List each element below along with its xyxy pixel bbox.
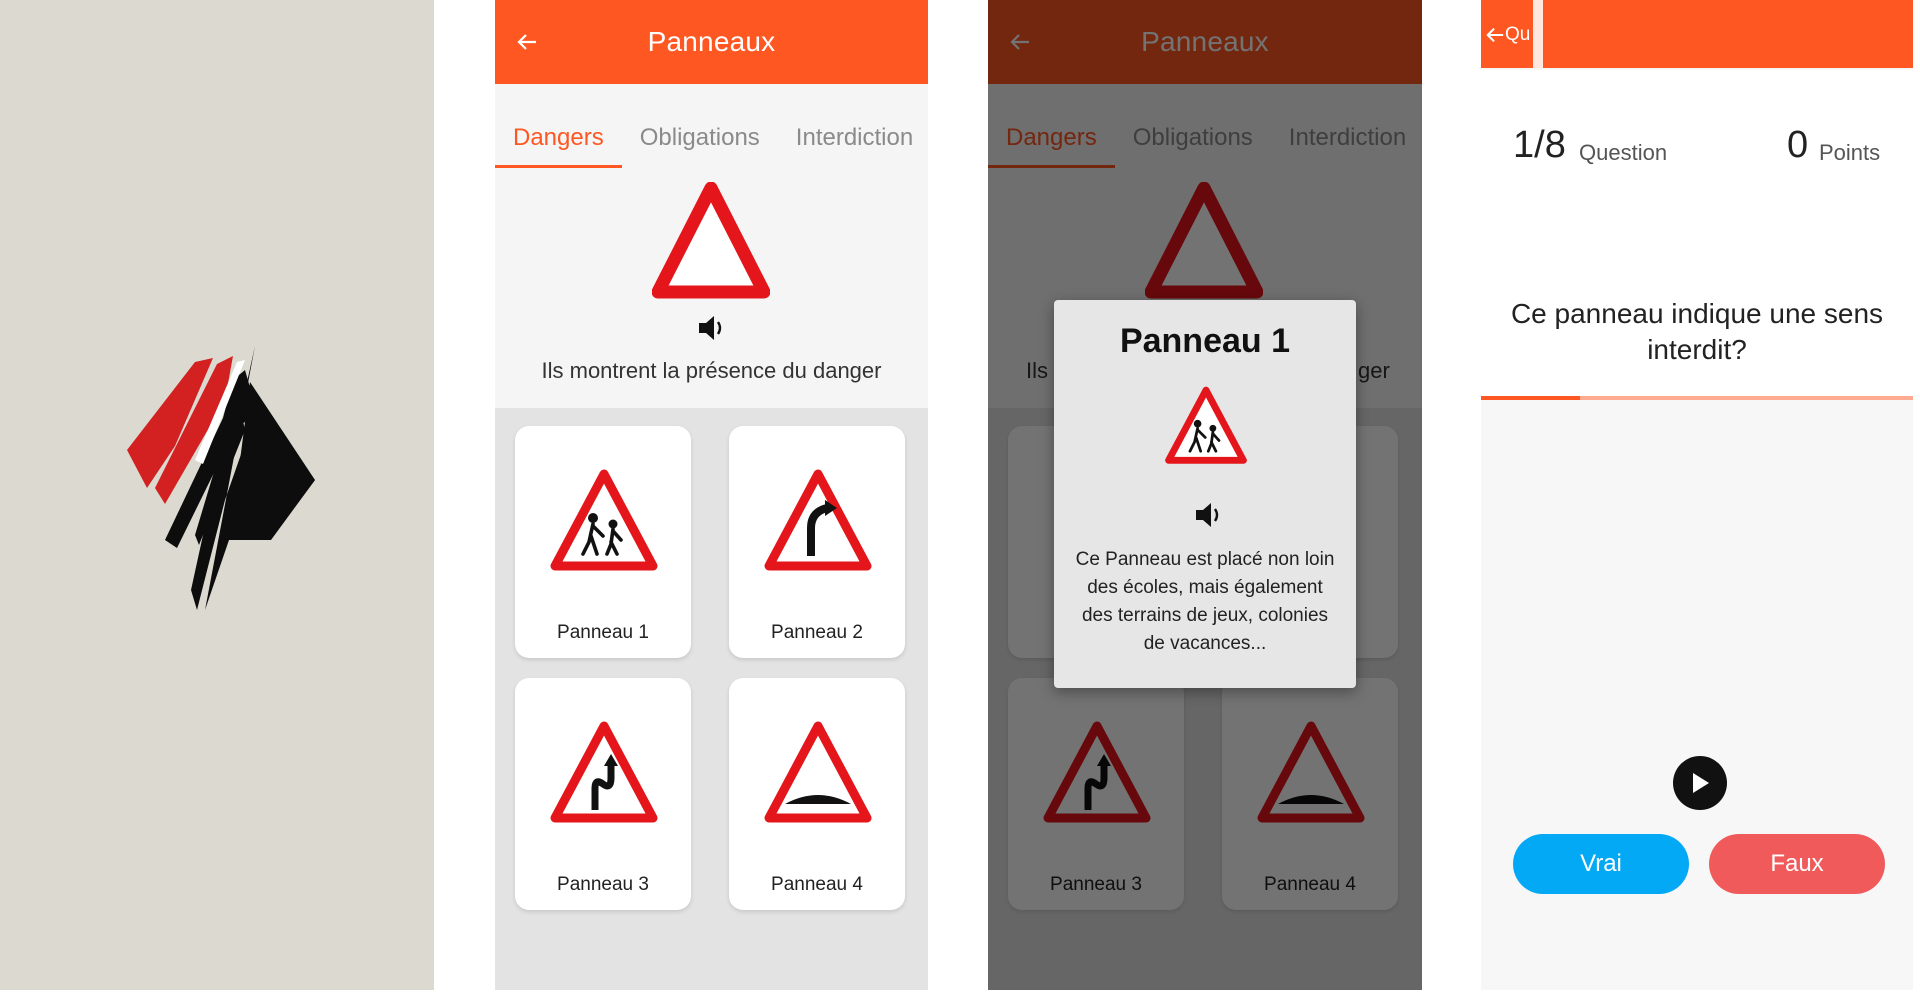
children-crossing-sign-icon — [1164, 384, 1248, 468]
speed-bump-sign-icon — [763, 718, 873, 828]
sign-card-4[interactable] — [729, 678, 905, 910]
page-title: Panneaux — [647, 26, 776, 57]
true-button[interactable]: Vrai — [1513, 834, 1689, 894]
road-arrow-logo-icon — [125, 340, 315, 630]
category-tabs — [495, 100, 928, 170]
sign-card-label: Panneau 2 — [771, 622, 863, 643]
category-description: Ils montrent la présence du danger — [541, 358, 882, 383]
scrollbar-marker — [1533, 0, 1543, 68]
sign-detail-dialog — [1054, 300, 1356, 688]
quiz-progress-bar — [1481, 396, 1913, 400]
progress-fill — [1481, 396, 1580, 400]
tab-obligations[interactable]: Obligations — [639, 124, 760, 151]
arrow-back-icon[interactable] — [509, 24, 545, 60]
panneaux-screen — [495, 0, 928, 990]
question-count: 1/8 — [1513, 124, 1566, 166]
false-button[interactable]: Faux — [1709, 834, 1885, 894]
double-curve-sign-icon — [549, 718, 659, 828]
sign-card-label: Panneau 4 — [771, 874, 863, 895]
dialog-description: Ce Panneau est placé non loin des écoles, mais également des terrains de jeux, colonies de vacances... — [1075, 549, 1335, 654]
category-header — [495, 172, 928, 408]
points-label: Points — [1819, 140, 1881, 165]
points-value: 0 — [1787, 124, 1809, 166]
play-icon — [1689, 771, 1711, 795]
speaker-icon[interactable] — [693, 312, 729, 344]
dialog-title: Panneau 1 — [1119, 322, 1291, 360]
app-bar — [1481, 0, 1913, 68]
panneaux-dialog-screen — [988, 0, 1422, 990]
sign-grid — [495, 408, 928, 990]
back-label: Qu — [1505, 24, 1531, 45]
tab-interdiction[interactable]: Interdiction — [795, 124, 914, 151]
arrow-back-icon — [1485, 25, 1505, 45]
question-text: Ce panneau indique une sens interdit? — [1510, 298, 1884, 365]
danger-triangle-icon — [652, 182, 770, 300]
back-button[interactable] — [1485, 20, 1530, 50]
play-button[interactable] — [1673, 756, 1727, 810]
sign-card-2[interactable] — [729, 426, 905, 658]
question-label: Question — [1579, 140, 1668, 165]
quiz-screen — [1481, 0, 1913, 990]
sign-card-label: Panneau 3 — [557, 874, 649, 895]
children-crossing-sign-icon — [549, 466, 659, 576]
speaker-icon[interactable] — [1190, 498, 1226, 532]
splash-screen — [0, 0, 434, 990]
sign-card-3[interactable] — [515, 678, 691, 910]
app-bar — [495, 0, 928, 84]
sign-card-label: Panneau 1 — [557, 622, 649, 643]
tab-dangers[interactable]: Dangers — [495, 100, 622, 170]
right-curve-sign-icon — [763, 466, 873, 576]
sign-card-1[interactable] — [515, 426, 691, 658]
